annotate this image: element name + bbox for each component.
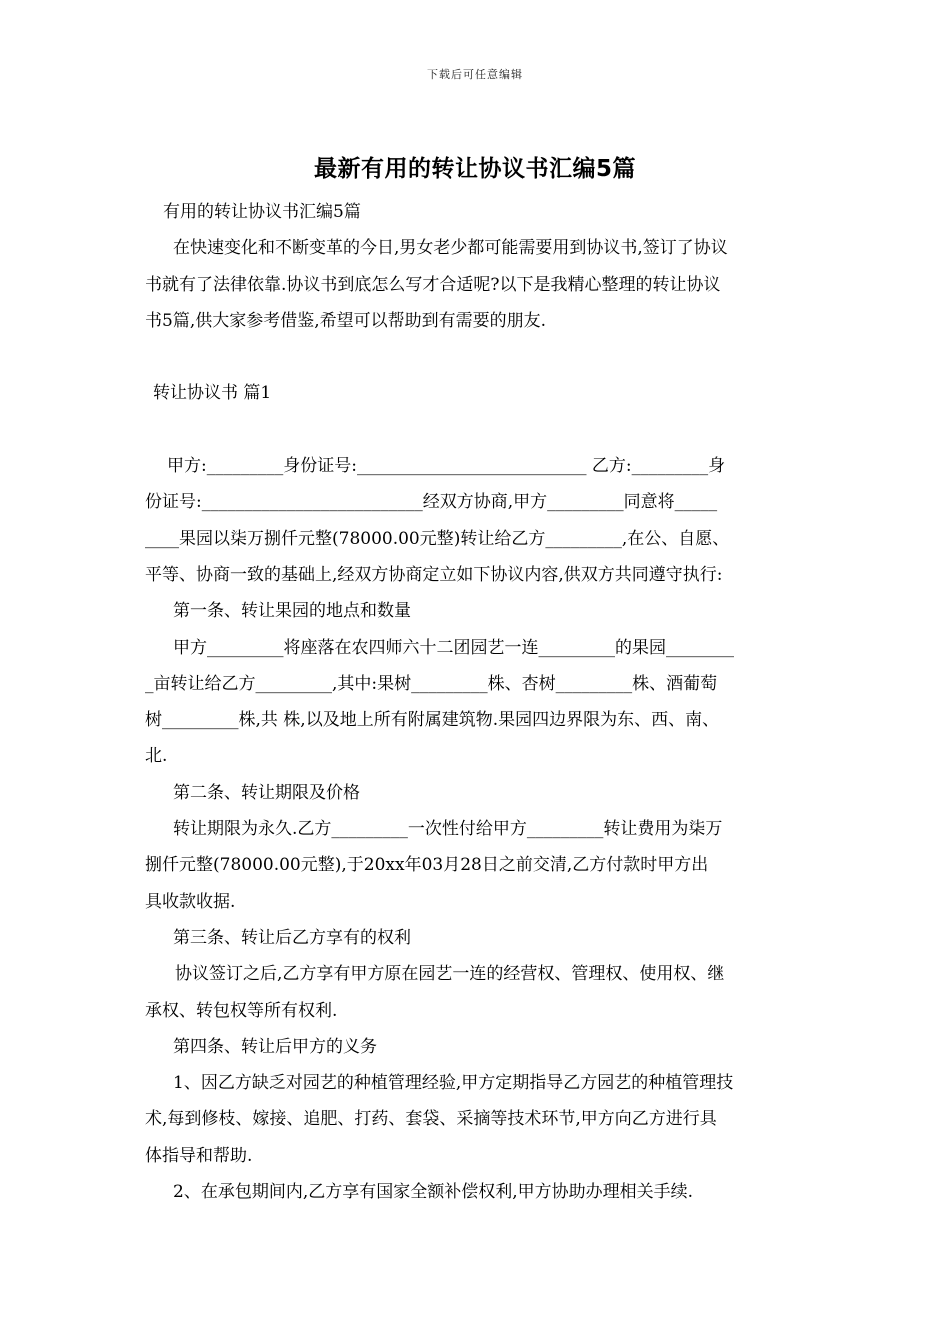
article-line: 北. [145,746,168,767]
article-line: 转让期限为永久.乙方_________一次性付给甲方_________转让费用为柒万 [173,819,723,840]
article-line: _亩转让给乙方_________,其中:果树_________株、杏树_________株、酒葡萄 [145,673,718,694]
document-title: 最新有用的转让协议书汇编5篇 [313,156,636,182]
article-line: 术,每到修枝、嫁接、追肥、打药、套袋、采摘等技术环节,甲方向乙方进行具 [145,1109,717,1130]
article-line: 树_________株,共 株,以及地上所有附属建筑物.果园四边界限为东、西、南、 [145,710,720,731]
article-line: 体指导和帮助. [145,1145,253,1166]
article-line: 甲方_________将座落在农四师六十二团园艺一连_________的果园________ [173,637,734,658]
subtitle-line: 有用的转让协议书汇编5篇 [163,202,361,222]
section-heading: 转让协议书 篇1 [153,383,272,404]
article-line: 具收款收据. [145,891,236,912]
article-line: 承权、转包权等所有权利. [145,1000,338,1021]
parties-line: 甲方:_________身份证号:___________________________ 乙方:_________身 [167,456,726,477]
header-note: 下载后可任意编辑 [427,68,523,81]
blank-line [145,412,815,448]
intro-line: 书5篇,供大家参考借鉴,希望可以帮助到有需要的朋友. [145,310,547,331]
article-title: 第二条、转让期限及价格 [173,782,360,803]
parties-line: 份证号:__________________________经双方协商,甲方_________同意将_____ [145,492,718,513]
article-title: 第一条、转让果园的地点和数量 [173,601,411,622]
document-body [145,194,815,1210]
article-line: 2、在承包期间内,乙方享有国家全额补偿权利,甲方协助办理相关手续. [173,1182,694,1203]
blank-line [145,339,815,375]
intro-line: 在快速变化和不断变革的今日,男女老少都可能需要用到协议书,签订了协议 [173,238,728,259]
article-line: 1、因乙方缺乏对园艺的种植管理经验,甲方定期指导乙方园艺的种植管理技 [173,1073,734,1094]
parties-line: ____果园以柒万捌仟元整(78000.00元整)转让给乙方_________,在公、自愿、 [145,528,730,549]
article-title: 第三条、转让后乙方享有的权利 [173,927,411,948]
article-title: 第四条、转让后甲方的义务 [173,1036,377,1057]
article-line: 协议签订之后,乙方享有甲方原在园艺一连的经营权、管理权、使用权、继 [175,964,725,985]
intro-line: 书就有了法律依靠.协议书到底怎么写才合适呢?以下是我精心整理的转让协议 [145,274,721,295]
parties-line: 平等、协商一致的基础上,经双方协商定立如下协议内容,供双方共同遵守执行: [145,564,723,585]
article-line: 捌仟元整(78000.00元整),于20xx年03月28日之前交清,乙方付款时甲方出 [145,855,709,876]
